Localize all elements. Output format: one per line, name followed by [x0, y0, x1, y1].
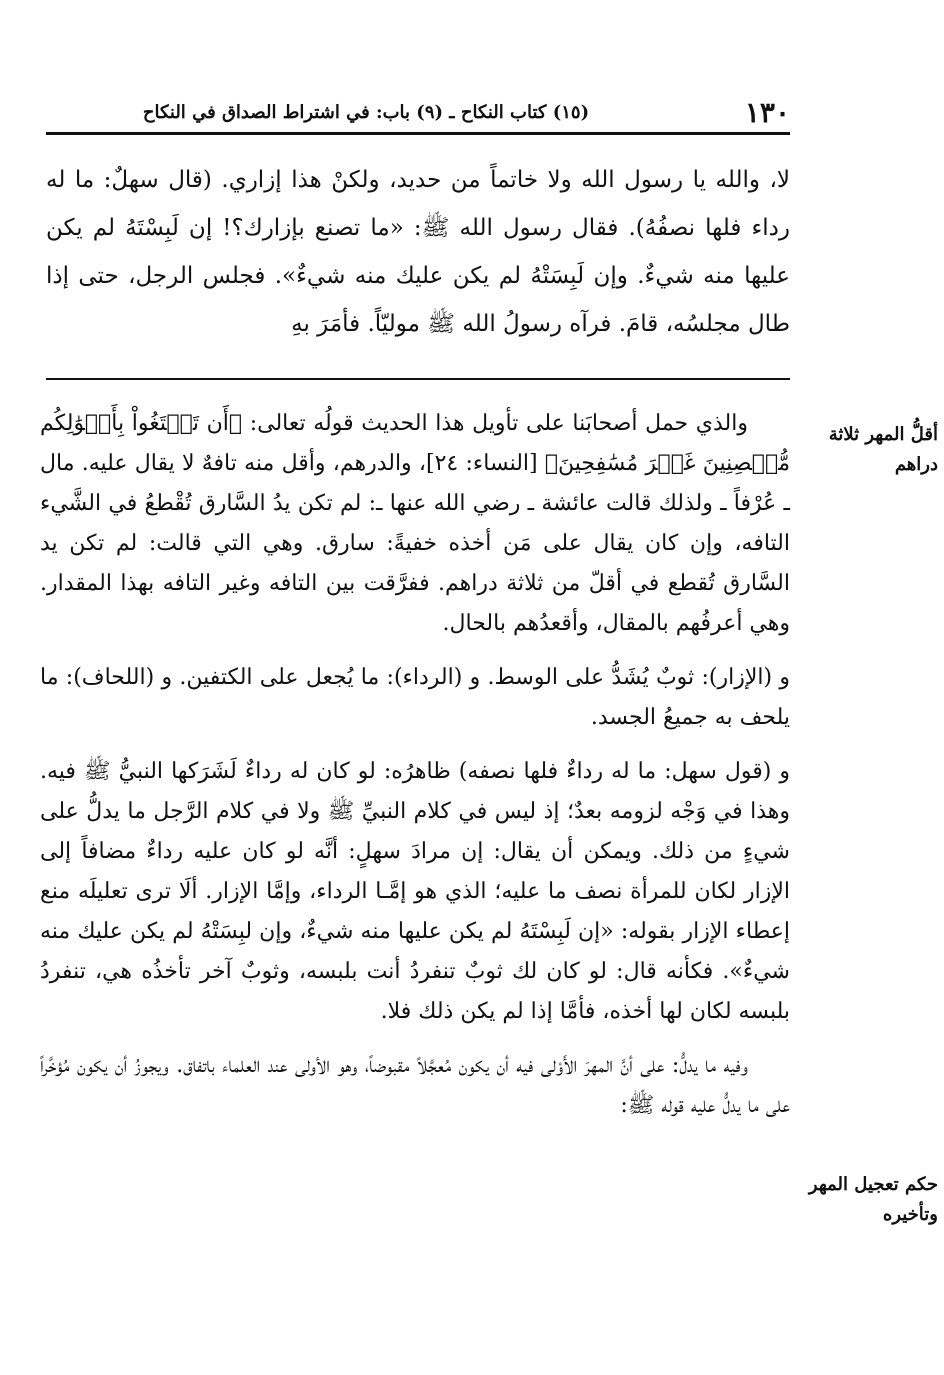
page-number: ١٣٠ — [744, 96, 790, 129]
commentary-paragraph: وفيه ما يدلُّ: على أنَّ المهرَ الأَوْلى فيه أن يكون مُعجَّلاً مقبوضاً، وهو الأولى عند العلماء باتفاق. ويجوزُ أن يكون مُؤخَّراً على ما يدلُّ عليه قوله ﷺ: — [40, 1053, 790, 1118]
margin-note-dowry-timing: حكم تعجيل المهر وتأخيره — [808, 1174, 938, 1225]
section-divider — [46, 378, 790, 380]
running-title: (١٥) كتاب النكاح ـ (٩) باب: في اشتراط الصداق في النكاح — [142, 102, 590, 123]
commentary — [40, 404, 790, 1140]
header-rule — [46, 132, 790, 135]
commentary-paragraph: و (قول سهل: ما له رداءٌ فلها نصفه) ظاهرُه: لو كان له رداءٌ لَشَرَكها النبيُّ ﷺ فيه. وهذا في وَجْه لزومه بعدٌ؛ إذ ليس في كلام النبيِّ ﷺ ولا في كلام الرَّجل ما يدلُّ على شيءٍ من ذلك. ويمكن أن يقال: إن مرادَ سهلٍ: أنَّه لو كان عليه رداءٌ مضافاً إلى الإزار لكان للمرأة نصف ما عليه؛ الذي هو إمَّـا الرداء، وإمَّا الإزار. ألَا ترى تعليلَه منع إعطاء الإزار بقوله: «إن لَبِسْتَهُ لم يكن عليها منه شيءٌ، وإن لبِسَتْهُ لم يكن عليك منه شيءٌ». فكأنه قال: لو كان لك ثوبٌ تنفردُ أنت بلبسه، وثوبٌ آخر تأخذُه هي، تنفردُ بلبسه لكان لها أخذه، فأمَّا إذا لم يكن ذلك فلا. — [40, 759, 790, 1024]
page-header — [46, 98, 790, 130]
commentary-paragraph: والذي حمل أصحابَنا على تأويل هذا الحديث قولُه تعالى: ﴿أَن تَبۡتَغُواْ بِأَمۡوَٰلِكُم مُّحۡصِنِينَ غَيۡرَ مُسَٰفِحِينَ﴾ [النساء: ٢٤]، والدرهم، وأقل منه تافهٌ لا يقال عليه. مال ـ عُرْفاً ـ ولذلك قالت عائشة ـ رضي الله عنها ـ: لم تكن يدُ السَّارق تُقْطعُ في الشَّيء التافه، وإن كان يقال على مَن أخذه خفيةً: سارق. وهي التي قالت: لم تكن يد السَّارق تُقطع في أقلّ من ثلاثة دراهم. ففرَّقت بين التافه وغير التافه بهذا المقدار. وهي أعرفُهم بالمقال، وأقعدُهم بالحال. — [40, 411, 790, 636]
margin-note-minimum-dowry: أقلُّ المهر ثلاثة دراهم — [828, 424, 938, 475]
commentary-paragraph: و (الإزار): ثوبٌ يُشَدُّ على الوسط. و (الرداء): ما يُجعل على الكتفين. و (اللحاف): ما يلحف به جميعُ الجسد. — [40, 665, 790, 730]
hadith-text: لا، والله يا رسول الله ولا خاتماً من حديد، ولكنْ هذا إزاري. (قال سهلٌ: ما له رداء فلها نصفُهُ). فقال رسول الله ﷺ: «ما تصنع بإزارك؟! إن لَبِسْتَهُ لم يكن عليها منه شيءٌ. وإن لَبِسَتْهُ لم يكن عليك منه شيءٌ». فجلس الرجل، حتى إذا طال مجلسُه، قامَ. فرآه رسولُ الله ﷺ موليّاً. فأمَرَ بهِ — [46, 167, 790, 337]
